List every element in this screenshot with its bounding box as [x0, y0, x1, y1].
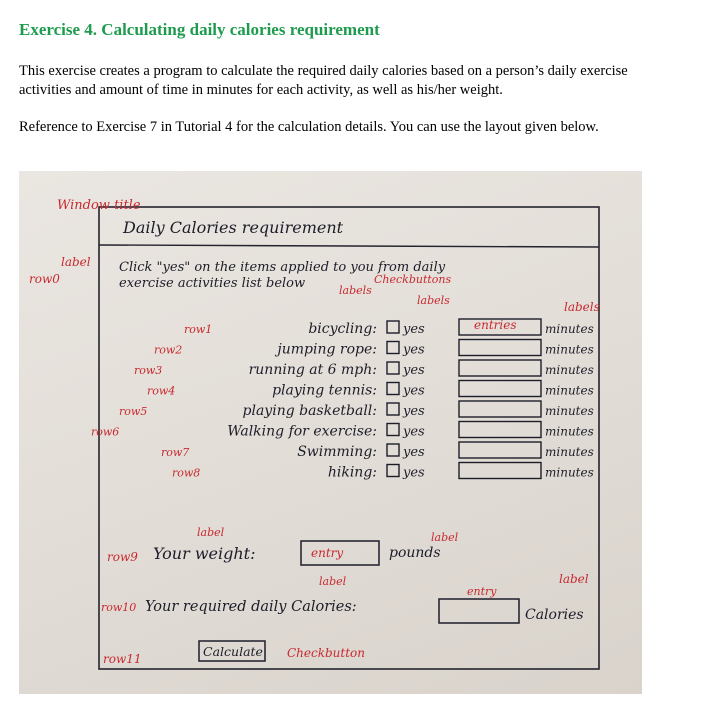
activity-row [161, 442, 594, 460]
window-title: Daily Calories requirement [123, 218, 344, 237]
row-note: row4 [147, 384, 176, 398]
reference-paragraph: Reference to Exercise 7 in Tutorial 4 for the calculation details. You can use the layout given below. [19, 119, 599, 135]
minutes-label: minutes [545, 322, 594, 336]
yes-label: yes [403, 445, 425, 460]
row0-note: row0 [29, 272, 60, 286]
row-note: row6 [91, 425, 120, 439]
entries-note: entries [474, 318, 517, 332]
pounds-label-note: label [431, 531, 459, 544]
weight-label-note: label [197, 526, 225, 539]
activity-rows [91, 319, 594, 481]
required-label-note: label [319, 575, 347, 588]
instruction-line-1: Click "yes" on the items applied to you from daily [119, 260, 446, 275]
yes-checkbox[interactable] [387, 403, 399, 415]
activity-row [154, 340, 594, 358]
checkbuttons-note: Checkbuttons [374, 273, 452, 286]
activity-row [91, 422, 594, 440]
label-note: label [61, 255, 91, 269]
row-note: row5 [119, 405, 148, 418]
checkbutton-note: Checkbutton [287, 646, 366, 660]
required-calories-label: Your required daily Calories: [145, 599, 357, 615]
activity-label: running at 6 mph: [248, 362, 377, 378]
title-bar-line [99, 245, 599, 247]
minutes-entry-box[interactable] [459, 463, 541, 479]
activity-label: hiking: [327, 464, 377, 481]
yes-label: yes [403, 383, 425, 399]
activity-label: Walking for exercise: [227, 423, 377, 440]
activity-row [184, 319, 594, 337]
activity-row [147, 381, 594, 399]
weight-entry-note: entry [311, 546, 344, 560]
activity-label: playing basketball: [242, 403, 377, 419]
activity-row [172, 463, 594, 481]
labels-note: labels [339, 284, 372, 297]
minutes-entry-box[interactable] [459, 442, 541, 458]
minutes-label: minutes [545, 404, 594, 418]
row11-note: row11 [103, 652, 142, 666]
yes-label: yes [403, 342, 425, 358]
yes-label: yes [403, 322, 425, 337]
pounds-label: pounds [389, 545, 441, 561]
minutes-entry-box[interactable] [459, 422, 541, 438]
exercise-heading: Exercise 4. Calculating daily calories requirement [19, 20, 380, 39]
yes-checkbox[interactable] [387, 342, 399, 354]
minutes-entry-box[interactable] [459, 340, 541, 356]
activity-label: Swimming: [297, 444, 377, 460]
yes-checkbox[interactable] [387, 444, 399, 456]
activity-row [134, 360, 594, 378]
minutes-label: minutes [545, 363, 594, 377]
calculate-button-label: Calculate [203, 644, 263, 659]
activity-label: bicycling: [308, 321, 377, 337]
yes-label: yes [403, 465, 425, 481]
yes-label: yes [403, 363, 425, 378]
minutes-label: minutes [545, 465, 594, 480]
instruction-line-2: exercise activities list below [119, 276, 306, 291]
minutes-label: minutes [545, 383, 594, 398]
calories-label-note: label [559, 572, 589, 586]
calories-label: Calories [525, 607, 584, 623]
yes-checkbox[interactable] [387, 362, 399, 374]
yes-checkbox[interactable] [387, 383, 399, 395]
row-note: row7 [161, 446, 190, 459]
yes-checkbox[interactable] [387, 321, 399, 333]
window-title-note: Window title [57, 198, 141, 213]
yes-checkbox[interactable] [387, 424, 399, 436]
row9-note: row9 [107, 550, 138, 564]
row-note: row8 [172, 466, 201, 480]
layout-sketch-photo [19, 171, 642, 694]
required-entry-note: entry [467, 585, 497, 598]
minutes-entry-box[interactable] [459, 401, 541, 417]
activity-label: jumping rope: [277, 341, 377, 358]
row10-note: row10 [101, 601, 137, 614]
labels-note-2: labels [417, 294, 450, 307]
minutes-entry-box[interactable] [459, 381, 541, 397]
yes-checkbox[interactable] [387, 465, 399, 477]
yes-label: yes [403, 404, 425, 419]
yes-label: yes [403, 424, 425, 440]
weight-label: Your weight: [153, 544, 256, 563]
labels-note-3: labels [564, 300, 600, 314]
row-note: row2 [154, 343, 183, 357]
row-note: row3 [134, 364, 163, 377]
minutes-entry-box[interactable] [459, 360, 541, 376]
calories-entry-box[interactable] [439, 599, 519, 623]
minutes-label: minutes [545, 424, 594, 439]
activity-row [119, 401, 594, 419]
row-note: row1 [184, 323, 213, 336]
activity-label: playing tennis: [272, 382, 377, 399]
minutes-label: minutes [545, 342, 594, 357]
minutes-label: minutes [545, 445, 594, 459]
description-paragraph: This exercise creates a program to calculate the required daily calories based on a person’s daily exercise activities and amount of time in minutes for each activity, as well as his/her weight. [19, 63, 628, 98]
sketch-drawing [19, 171, 642, 694]
